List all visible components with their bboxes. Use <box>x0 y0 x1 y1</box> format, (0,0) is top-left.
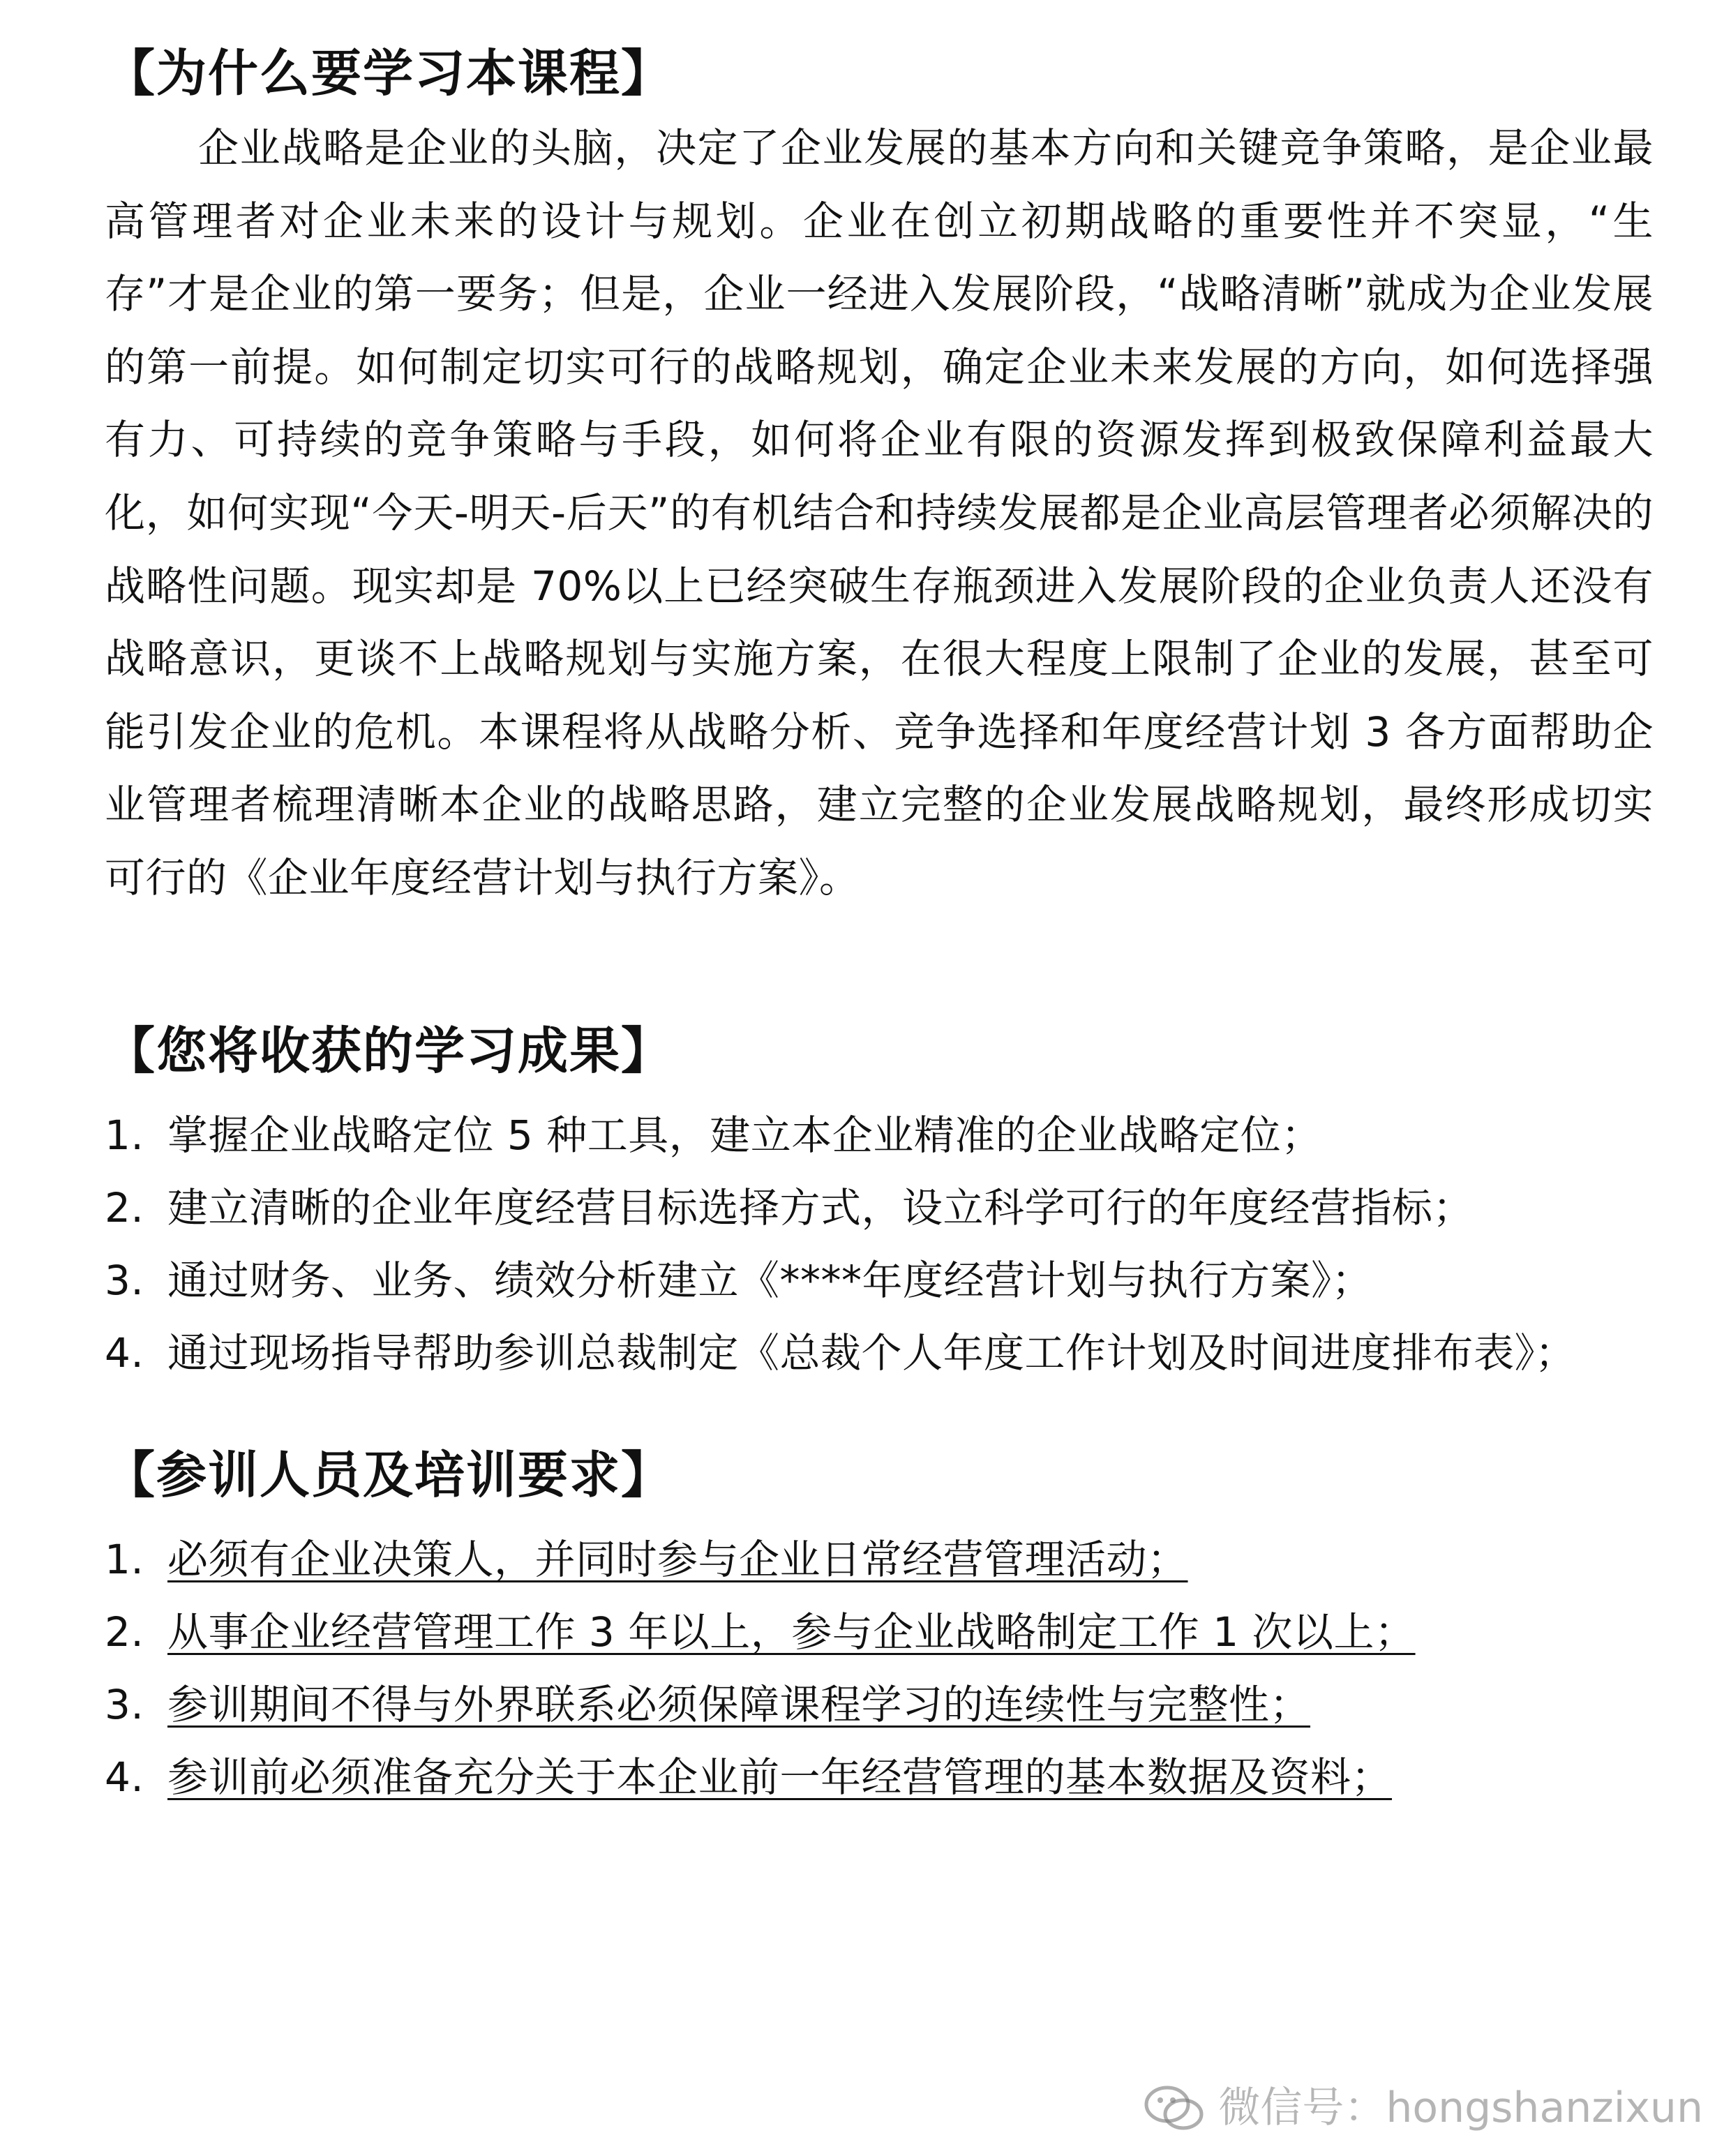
list-item-number: 3. <box>105 1256 144 1304</box>
list-item <box>105 1668 1654 1741</box>
list-item-text: 建立清晰的企业年度经营目标选择方式，设立科学可行的年度经营指标； <box>167 1183 1474 1232</box>
watermark-text: 微信号：hongshanzixun <box>1218 2083 1703 2132</box>
wechat-watermark <box>1143 2083 1703 2132</box>
list-item-number: 1. <box>105 1535 144 1583</box>
requirements-list <box>105 1523 1654 1813</box>
list-item-text: 参训期间不得与外界联系必须保障课程学习的连续性与完整性； <box>167 1680 1311 1728</box>
list-item-text: 必须有企业决策人，并同时参与企业日常经营管理活动； <box>167 1535 1188 1583</box>
list-item-text: 通过财务、业务、绩效分析建立《****年度经营计划与执行方案》； <box>167 1256 1373 1304</box>
list-item-number: 2. <box>105 1608 144 1656</box>
list-item-number: 1. <box>105 1111 144 1159</box>
section-title-why: 【为什么要学习本课程】 <box>105 44 673 103</box>
wechat-icon <box>1143 2083 1206 2132</box>
list-item-text: 掌握企业战略定位 5 种工具，建立本企业精准的企业战略定位； <box>167 1111 1322 1159</box>
document-page <box>105 35 1654 1813</box>
list-item-number: 3. <box>105 1680 144 1728</box>
list-item <box>105 1171 1654 1244</box>
list-item-number: 2. <box>105 1183 144 1232</box>
list-item-text: 通过现场指导帮助参训总裁制定《总裁个人年度工作计划及时间进度排布表》； <box>167 1328 1576 1377</box>
section-title-requirements: 【参训人员及培训要求】 <box>105 1445 673 1504</box>
list-item <box>105 1596 1654 1668</box>
list-item-text: 参训前必须准备充分关于本企业前一年经营管理的基本数据及资料； <box>167 1753 1393 1801</box>
list-item-number: 4. <box>105 1753 144 1801</box>
list-item <box>105 1244 1654 1317</box>
list-item <box>105 1317 1654 1389</box>
list-item <box>105 1099 1654 1171</box>
list-item <box>105 1741 1654 1813</box>
list-item-number: 4. <box>105 1328 144 1377</box>
intro-paragraph: 企业战略是企业的头脑，决定了企业发展的基本方向和关键竞争策略，是企业最高管理者对企业未来的设计与规划。企业在创立初期战略的重要性并不突显，“生存”才是企业的第一要务；但是，企业一经进入发展阶段，“战略清晰”就成为企业发展的第一前提。如何制定切实可行的战略规划，确定企业未来发展的方向，如何选择强有力、可持续的竞争策略与手段，如何将企业有限的资源发挥到极致保障利益最大化，如何实现“今天-明天-后天”的有机结合和持续发展都是企业高层管理者必须解决的战略性问题。现实却是 70%以上已经突破生存瓶颈进入发展阶段的企业负责人还没有战略意识，更谈不上战略规划与实施方案，在很大程度上限制了企业的发展，甚至可能引发企业的危机。本课程将从战略分析、竞争选择和年度经营计划 3 各方面帮助企业管理者梳理清晰本企业的战略思路，建立完整的企业发展战略规划，最终形成切实可行的《企业年度经营计划与执行方案》。 <box>105 124 1654 901</box>
list-item <box>105 1523 1654 1596</box>
outcomes-list <box>105 1099 1654 1389</box>
list-item-text: 从事企业经营管理工作 3 年以上，参与企业战略制定工作 1 次以上； <box>167 1608 1416 1656</box>
section-title-outcomes: 【您将收获的学习成果】 <box>105 1021 673 1080</box>
